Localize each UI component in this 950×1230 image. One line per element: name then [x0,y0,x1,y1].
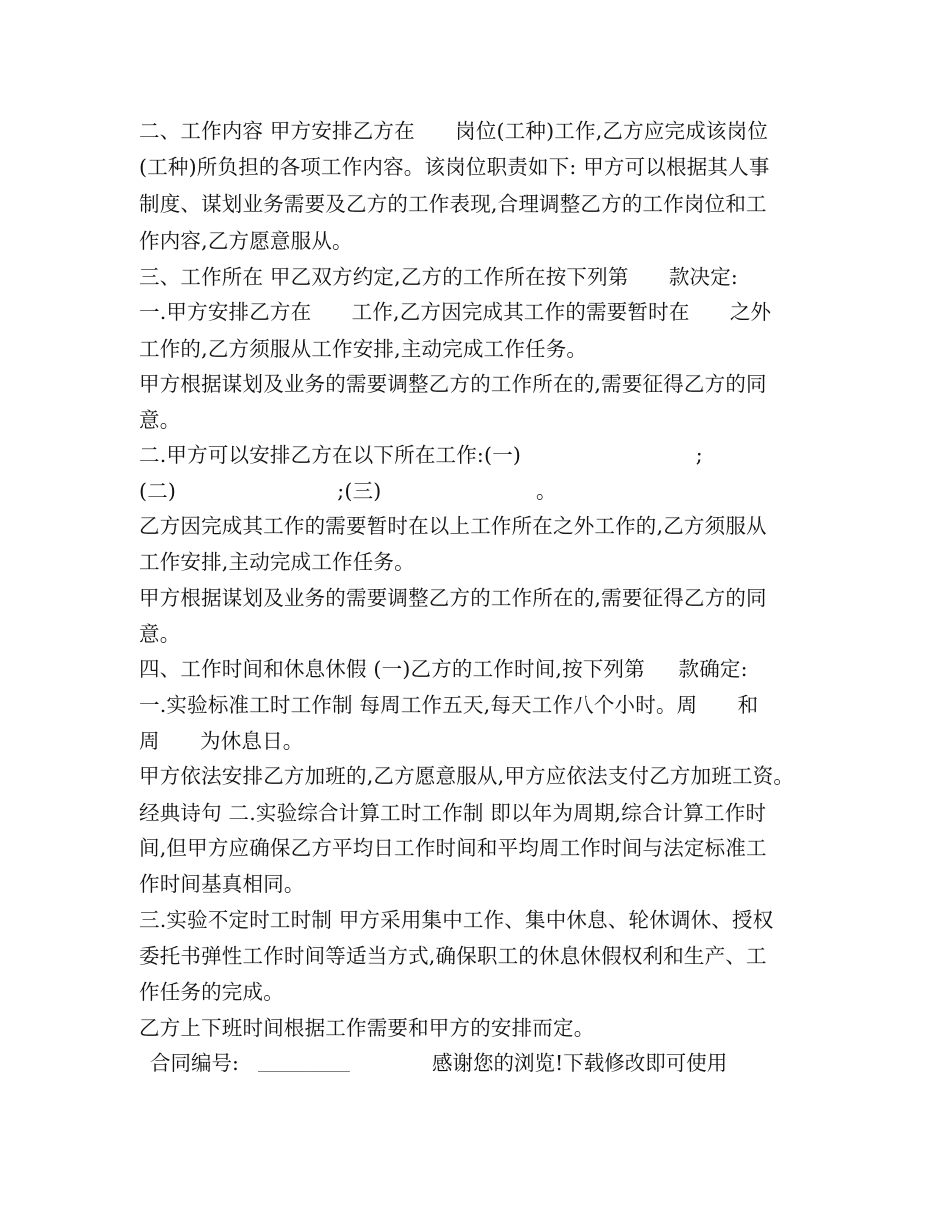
body-line: 甲方依法安排乙方加班的,乙方愿意服从,甲方应依法支付乙方加班工资。 [139,764,795,788]
body-line: 工作安排,主动完成工作任务。 [139,550,415,574]
body-line: 一.甲方安排乙方在 工作,乙方因完成其工作的需要暂时在 之外 [139,300,772,324]
body-line: 四、工作时间和休息休假 (一)乙方的工作时间,按下列第 款确定: [139,657,748,681]
contract-number-blank: __________ [258,1053,350,1072]
body-line: 乙方因完成其工作的需要暂时在以上工作所在之外工作的,乙方须服从 [139,514,767,538]
body-line: 甲方根据谋划及业务的需要调整乙方的工作所在的,需要征得乙方的同 [139,586,767,610]
body-line: (工种)所负担的各项工作内容。该岗位职责如下: 甲方可以根据其人事 [139,155,770,179]
body-line: 意。 [139,408,181,432]
body-line: 间,但甲方应确保乙方平均日工作时间和平均周工作时间与法定标准工 [139,836,767,860]
body-line: 经典诗句 二.实验综合计算工时工作制 即以年为周期,综合计算工作时 [139,801,767,825]
body-line: 工作的,乙方须服从工作安排,主动完成工作任务。 [139,337,588,361]
contract-number-label: 合同编号: [150,1051,239,1075]
body-line: 三.实验不定时工时制 甲方采用集中工作、集中休息、轮休调休、授权 [139,908,774,932]
body-line: 作内容,乙方愿意服从。 [139,229,353,253]
body-line: 甲方根据谋划及业务的需要调整乙方的工作所在的,需要征得乙方的同 [139,372,767,396]
body-line: 意。 [139,622,181,646]
body-line: 三、工作所在 甲乙双方约定,乙方的工作所在按下列第 款决定: [139,265,739,289]
thanks-text: 感谢您的浏览!下载修改即可使用 [432,1051,728,1075]
body-line: 周 为休息日。 [139,729,304,753]
body-line: 作时间基真相同。 [139,872,305,896]
body-line: 乙方上下班时间根据工作需要和甲方的安排而定。 [139,1016,595,1040]
body-line: (二) ;(三) 。 [139,479,557,503]
body-line: 委托书弹性工作时间等适当方式,确保职工的休息休假权利和生产、工 [139,944,767,968]
body-line: 作任务的完成。 [139,980,284,1004]
footer [150,1046,728,1080]
body-line: 二.甲方可以安排乙方在以下所在工作:(一) ; [139,443,703,467]
body-line: 制度、谋划业务需要及乙方的工作表现,合理调整乙方的工作岗位和工 [139,192,767,216]
body-line: 一.实验标准工时工作制 每周工作五天,每天工作八个小时。周 和 [139,693,759,717]
body-line: 二、工作内容 甲方安排乙方在 岗位(工种)工作,乙方应完成该岗位 [139,119,769,143]
